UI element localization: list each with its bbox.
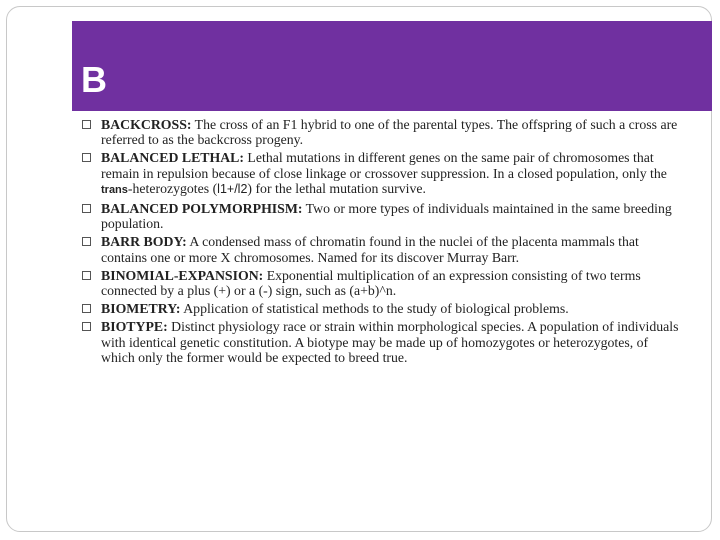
list-item — [80, 268, 680, 298]
definition-list — [80, 117, 680, 368]
definition-text: Distinct physiology race or strain within morphological species. A population of individuals with identical genetic constitution. A biotype may be made up of homozygotes or heterozygotes, of which only the former would be expected to breed true. — [101, 319, 679, 365]
term-label: BIOTYPE: — [101, 319, 168, 335]
checkbox-bullet-icon — [82, 237, 91, 246]
definition-text: A condensed mass of chromatin found in the nuclei of the placenta mammals that contains one or more X chromosomes. Named for its discover Murray Barr. — [101, 234, 639, 265]
term-label: BINOMIAL-EXPANSION: — [101, 267, 264, 283]
list-item — [80, 201, 680, 231]
term-label: BALANCED POLYMORPHISM: — [101, 201, 303, 217]
checkbox-bullet-icon — [82, 153, 91, 162]
list-item — [80, 150, 680, 198]
title-banner — [72, 21, 712, 111]
genotype-formula: l1+/l2 — [217, 181, 248, 196]
list-item — [80, 117, 680, 147]
checkbox-bullet-icon — [82, 271, 91, 280]
term-label: BARR BODY: — [101, 234, 187, 250]
trans-prefix: trans — [101, 183, 128, 196]
page-title: B — [81, 59, 107, 100]
definition-text: The cross of an F1 hybrid to one of the parental types. The offspring of such a cross are referred to as the backcross progeny. — [101, 117, 678, 148]
definition-text-end: ) for the lethal mutation survive. — [247, 180, 426, 196]
checkbox-bullet-icon — [82, 322, 91, 331]
term-label: BALANCED LETHAL: — [101, 150, 244, 166]
term-label: BACKCROSS: — [101, 117, 192, 132]
list-item — [80, 301, 680, 316]
definition-text: Two or more types of individuals maintained in the same breeding population. — [101, 201, 672, 232]
definition-text-continued: -heterozygotes ( — [127, 180, 218, 196]
checkbox-bullet-icon — [82, 304, 91, 313]
term-label: BIOMETRY: — [101, 301, 181, 317]
checkbox-bullet-icon — [82, 120, 91, 129]
definition-text: Application of statistical methods to the study of biological problems. — [180, 301, 569, 317]
list-item — [80, 319, 680, 365]
list-item — [80, 234, 680, 264]
definition-text: Exponential multiplication of an expression consisting of two terms connected by a plus (+) or a (-) sign, such as (a+b)^n. — [101, 267, 641, 299]
definition-text: Lethal mutations in different genes on the same pair of chromosomes that remain in repulsion because of close linkage or crossover suppression. In a closed population, only the — [101, 150, 667, 181]
checkbox-bullet-icon — [82, 204, 91, 213]
